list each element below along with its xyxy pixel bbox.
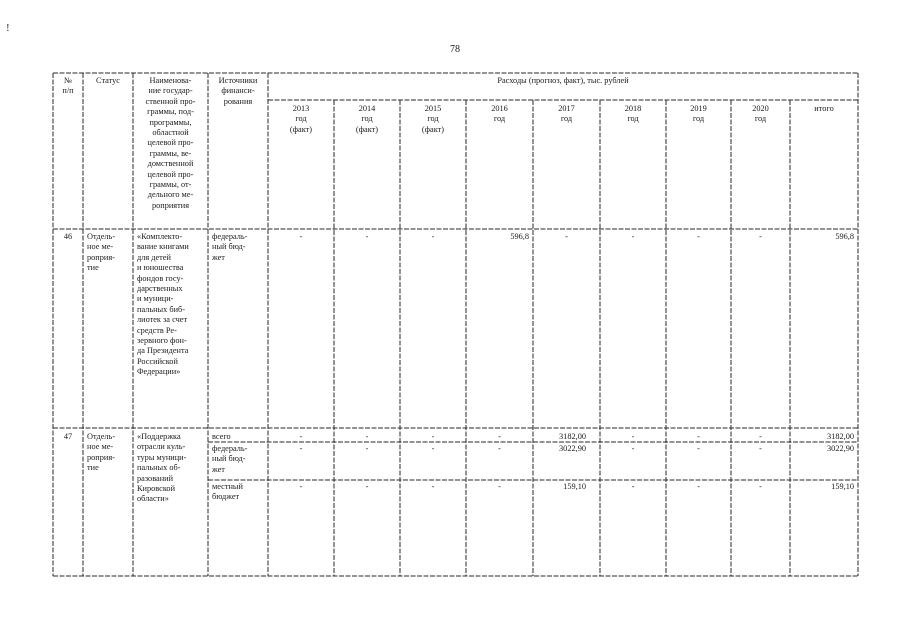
row-46-2013: - xyxy=(299,232,303,241)
row-47-federal-2020: - xyxy=(759,444,762,453)
row-47-federal-2013: - xyxy=(299,444,303,453)
header-year-2017: 2017 год xyxy=(558,104,575,124)
row-46-2016: 596,8 xyxy=(510,232,529,241)
header-year-2014: 2014 год (факт) xyxy=(355,104,379,134)
row-47-federal-sum: 3022,90 xyxy=(827,444,854,453)
row-47-local-2015: - xyxy=(431,482,435,491)
row-47-local-2019: - xyxy=(697,482,700,491)
header-year-2020: 2020 год xyxy=(752,104,769,124)
header-name: Наименова- ние государ- ственной про- граммы, под- программы, областной целевой про- граммы, ве- домственной целевой про- граммы, от- дельного ме- роприятия xyxy=(145,76,196,210)
row-46-status: Отдель- ное ме- роприя- тие xyxy=(87,232,116,273)
row-46-2020: - xyxy=(759,232,762,241)
row-47-name: «Поддержка отрасли куль- туры муници- пальных об- разований Кировской области» xyxy=(137,432,187,504)
row-47-local-2020: - xyxy=(759,482,762,491)
row-47-source-federal: федераль- ный бюд- жет xyxy=(212,444,248,474)
header-year-2018: 2018 год xyxy=(624,104,642,124)
row-47-total-2014: - xyxy=(365,432,369,441)
row-47-total-2017: 3182,00 xyxy=(559,432,586,441)
row-47-total-2015: - xyxy=(431,432,435,441)
row-47-federal-2018: - xyxy=(631,444,635,453)
row-47-federal-2014: - xyxy=(365,444,369,453)
row-47-num: 47 xyxy=(63,432,73,441)
header-num: № п/п xyxy=(62,76,74,96)
row-47-source-total: всего xyxy=(212,432,231,441)
row-47-total-sum: 3182,00 xyxy=(827,432,854,441)
row-47-source-local: местный бюджет xyxy=(212,482,243,502)
margin-mark: ! xyxy=(6,22,10,34)
row-47-total-2016: - xyxy=(498,432,501,441)
row-47-total-2019: - xyxy=(697,432,700,441)
header-year-2019: 2019 год xyxy=(690,104,707,124)
row-46-2015: - xyxy=(431,232,435,241)
header-source: Источники финанси- рования xyxy=(218,76,258,106)
row-47-total-2013: - xyxy=(299,432,303,441)
row-46-total: 596,8 xyxy=(835,232,854,241)
row-47-status: Отдель- ное ме- роприя- тие xyxy=(87,432,116,473)
row-47-local-2014: - xyxy=(365,482,369,491)
row-47-local-2013: - xyxy=(299,482,303,491)
row-47-federal-2015: - xyxy=(431,444,435,453)
header-total: итого xyxy=(814,104,834,113)
row-47-federal-2019: - xyxy=(697,444,700,453)
row-46-2019: - xyxy=(697,232,700,241)
row-47-local-2016: - xyxy=(498,482,501,491)
row-46-2014: - xyxy=(365,232,369,241)
row-46-2018: - xyxy=(631,232,635,241)
row-46-num: 46 xyxy=(63,232,73,241)
row-47-local-sum: 159,10 xyxy=(831,482,854,491)
row-47-total-2020: - xyxy=(759,432,762,441)
row-46-source-federal: федераль- ный бюд- жет xyxy=(212,232,248,262)
row-46-2017: - xyxy=(565,232,568,241)
row-47-local-2017: 159,10 xyxy=(563,482,586,491)
header-year-2013: 2013 год (факт) xyxy=(289,104,313,134)
row-47-federal-2017: 3022,90 xyxy=(559,444,586,453)
row-47-local-2018: - xyxy=(631,482,635,491)
row-47-federal-2016: - xyxy=(498,444,501,453)
page-number: 78 xyxy=(450,44,460,55)
row-47-total-2018: - xyxy=(631,432,635,441)
header-year-2015: 2015 год (факт) xyxy=(421,104,445,134)
header-year-2016: 2016 год xyxy=(491,104,508,124)
header-status: Статус xyxy=(96,76,120,85)
header-expenses: Расходы (прогноз, факт), тыс. рублей xyxy=(497,76,629,85)
row-46-name: «Комплекто- вание книгами для детей и юношества фондов госу- дарственных и муници- пальных биб- лиотек за счет средств Ре- зервного фон- да Президента Российской Федерации» xyxy=(137,232,189,377)
